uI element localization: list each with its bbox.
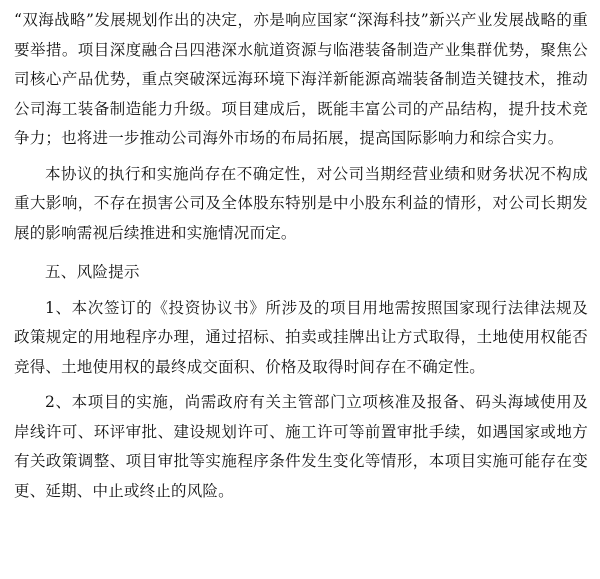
risk-item-land: 1、本次签订的《投资协议书》所涉及的项目用地需按照国家现行法律法规及政策规定的用地程序办理，通过招标、拍卖或挂牌出让方式取得，土地使用权能否竞得、土地使用权的最终成交面积、价格及取得时间存在不确定性。	[14, 298, 588, 376]
paragraph-strategy: “双海战略”发展规划作出的决定，亦是响应国家“深海科技”新兴产业发展战略的重要举措。项目深度融合吕四港深水航道资源与临港装备制造产业集群优势，聚焦公司核心产品优势，重点突破深远海环境下海洋新能源高端装备制造关键技术，推动公司海工装备制造能力升级。项目建成后，既能丰富公司的产品结构，提升技术竞争力；也将进一步推动公司海外市场的布局拓展，提高国际影响力和综合实力。	[14, 11, 588, 147]
risk-item-approval: 2、本项目的实施，尚需政府有关主管部门立项核准及报备、码头海域使用及岸线许可、环评审批、建设规划许可、施工许可等前置审批手续，如遇国家或地方有关政策调整、项目审批等实施程序条件发生变化等情形，本项目实施可能存在变更、延期、中止或终止的风险。	[14, 393, 588, 500]
paragraph-uncertainty: 本协议的执行和实施尚存在不确定性，对公司当期经营业绩和财务状况不构成重大影响，不存在损害公司及全体股东特别是中小股东利益的情形，对公司长期发展的影响需视后续推进和实施情况而定。	[14, 164, 588, 242]
section-heading-risk: 五、风险提示	[45, 263, 140, 281]
